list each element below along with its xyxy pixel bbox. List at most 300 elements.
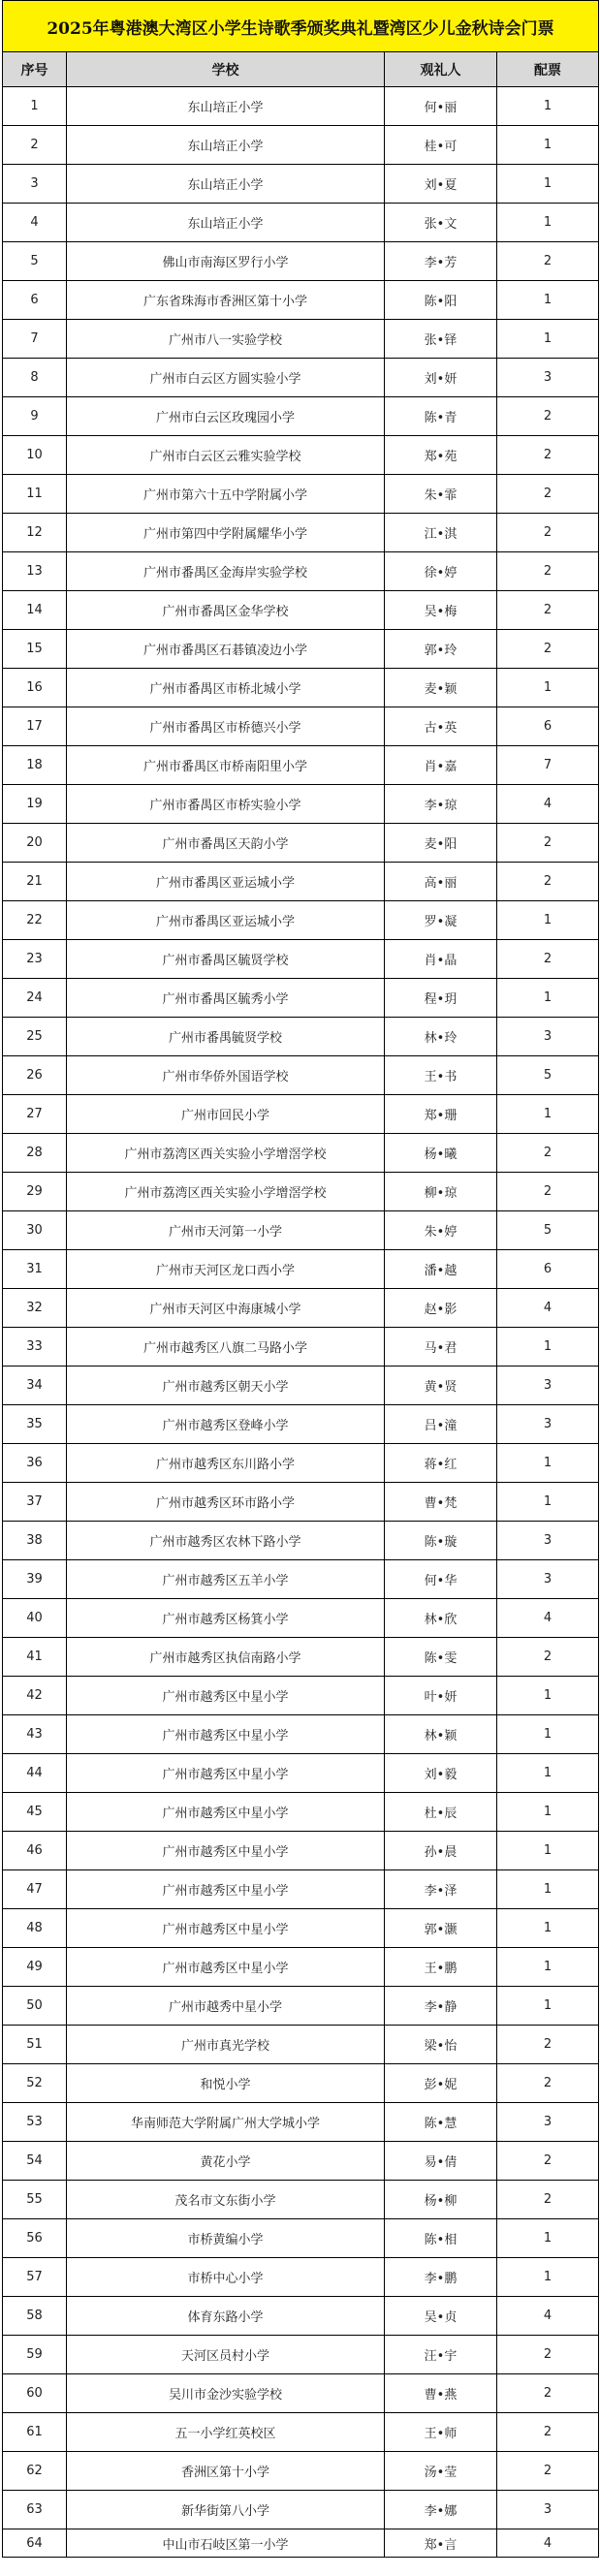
cell-tickets: 1 (497, 1793, 599, 1832)
cell-tickets: 2 (497, 2026, 599, 2064)
cell-tickets: 2 (497, 242, 599, 281)
cell-index: 18 (3, 746, 67, 785)
cell-school: 广州市八一实验学校 (67, 320, 385, 359)
cell-index: 48 (3, 1909, 67, 1948)
cell-school: 广州市白云区云雅实验学校 (67, 436, 385, 475)
cell-attendee: 张•文 (385, 204, 497, 242)
cell-attendee: 朱•婷 (385, 1211, 497, 1250)
cell-attendee: 李•芳 (385, 242, 497, 281)
table-row (3, 863, 599, 901)
cell-index: 40 (3, 1599, 67, 1638)
cell-school: 吴川市金沙实验学校 (67, 2374, 385, 2413)
table-row (3, 1715, 599, 1754)
cell-attendee: 陈•雯 (385, 1638, 497, 1677)
cell-index: 20 (3, 824, 67, 863)
cell-index: 61 (3, 2413, 67, 2452)
cell-school: 广州市番禺区石碁镇凌边小学 (67, 630, 385, 669)
cell-school: 华南师范大学附属广州大学城小学 (67, 2103, 385, 2142)
cell-index: 30 (3, 1211, 67, 1250)
cell-index: 36 (3, 1444, 67, 1483)
cell-attendee: 李•琼 (385, 785, 497, 824)
cell-tickets: 3 (497, 1405, 599, 1444)
cell-index: 33 (3, 1328, 67, 1367)
cell-index: 2 (3, 126, 67, 165)
cell-tickets: 4 (497, 1289, 599, 1328)
cell-attendee: 朱•霏 (385, 475, 497, 514)
cell-school: 广州市第六十五中学附属小学 (67, 475, 385, 514)
cell-tickets: 3 (497, 359, 599, 397)
cell-school: 和悦小学 (67, 2064, 385, 2103)
cell-index: 25 (3, 1018, 67, 1056)
cell-tickets: 1 (497, 320, 599, 359)
header-row (3, 52, 599, 87)
cell-school: 体育东路小学 (67, 2297, 385, 2336)
cell-tickets: 1 (497, 204, 599, 242)
cell-tickets: 2 (497, 2064, 599, 2103)
cell-tickets: 2 (497, 2142, 599, 2181)
cell-index: 45 (3, 1793, 67, 1832)
cell-index: 51 (3, 2026, 67, 2064)
cell-index: 57 (3, 2258, 67, 2297)
cell-school: 东山培正小学 (67, 204, 385, 242)
cell-index: 64 (3, 2529, 67, 2558)
cell-school: 香洲区第十小学 (67, 2452, 385, 2491)
cell-tickets: 2 (497, 863, 599, 901)
cell-attendee: 叶•妍 (385, 1677, 497, 1715)
cell-attendee: 汪•宇 (385, 2336, 497, 2374)
cell-school: 东山培正小学 (67, 126, 385, 165)
cell-index: 21 (3, 863, 67, 901)
cell-index: 15 (3, 630, 67, 669)
table-title: 2025年粤港澳大湾区小学生诗歌季颁奖典礼暨湾区少儿金秋诗会门票 (3, 1, 599, 52)
cell-index: 35 (3, 1405, 67, 1444)
cell-attendee: 王•鹏 (385, 1948, 497, 1987)
table-row (3, 2491, 599, 2529)
cell-index: 16 (3, 669, 67, 707)
cell-tickets: 6 (497, 707, 599, 746)
cell-attendee: 马•君 (385, 1328, 497, 1367)
cell-tickets: 1 (497, 2219, 599, 2258)
table-row (3, 1173, 599, 1211)
table-row (3, 1987, 599, 2026)
cell-attendee: 彭•妮 (385, 2064, 497, 2103)
cell-tickets: 1 (497, 979, 599, 1018)
table-row (3, 242, 599, 281)
cell-attendee: 王•书 (385, 1056, 497, 1095)
cell-attendee: 刘•毅 (385, 1754, 497, 1793)
cell-attendee: 江•淇 (385, 514, 497, 552)
cell-tickets: 1 (497, 2258, 599, 2297)
cell-school: 佛山市南海区罗行小学 (67, 242, 385, 281)
cell-school: 广州市越秀区中星小学 (67, 1870, 385, 1909)
table-row (3, 1211, 599, 1250)
cell-school: 广州市番禺区市桥德兴小学 (67, 707, 385, 746)
cell-attendee: 黄•贤 (385, 1367, 497, 1405)
table-row (3, 2219, 599, 2258)
table-row (3, 475, 599, 514)
cell-school: 市桥黄编小学 (67, 2219, 385, 2258)
cell-school: 广州市越秀区东川路小学 (67, 1444, 385, 1483)
cell-tickets: 2 (497, 1173, 599, 1211)
cell-tickets: 2 (497, 397, 599, 436)
cell-tickets: 2 (497, 436, 599, 475)
cell-school: 广州市番禺区金海岸实验学校 (67, 552, 385, 591)
cell-index: 42 (3, 1677, 67, 1715)
cell-attendee: 肖•晶 (385, 940, 497, 979)
cell-attendee: 陈•青 (385, 397, 497, 436)
cell-school: 广州市番禺区天韵小学 (67, 824, 385, 863)
cell-tickets: 7 (497, 746, 599, 785)
cell-school: 广州市番禺区市桥南阳里小学 (67, 746, 385, 785)
cell-tickets: 2 (497, 2336, 599, 2374)
cell-index: 7 (3, 320, 67, 359)
cell-school: 广州市越秀区中星小学 (67, 1677, 385, 1715)
cell-index: 43 (3, 1715, 67, 1754)
table-row (3, 126, 599, 165)
cell-index: 8 (3, 359, 67, 397)
cell-index: 31 (3, 1250, 67, 1289)
cell-attendee: 何•华 (385, 1560, 497, 1599)
cell-index: 46 (3, 1832, 67, 1870)
cell-school: 广州市番禺毓贤学校 (67, 1018, 385, 1056)
cell-index: 52 (3, 2064, 67, 2103)
table-row (3, 1638, 599, 1677)
cell-attendee: 林•颖 (385, 1715, 497, 1754)
cell-school: 广州市回民小学 (67, 1095, 385, 1134)
cell-school: 广州市番禺区毓秀小学 (67, 979, 385, 1018)
header-school: 学校 (67, 52, 385, 87)
cell-school: 市桥中心小学 (67, 2258, 385, 2297)
cell-attendee: 张•铎 (385, 320, 497, 359)
cell-attendee: 李•鹏 (385, 2258, 497, 2297)
table-row (3, 2103, 599, 2142)
cell-school: 广东省珠海市香洲区第十小学 (67, 281, 385, 320)
cell-attendee: 杨•柳 (385, 2181, 497, 2219)
cell-tickets: 1 (497, 1832, 599, 1870)
cell-tickets: 1 (497, 165, 599, 204)
cell-tickets: 2 (497, 2374, 599, 2413)
cell-attendee: 郑•珊 (385, 1095, 497, 1134)
cell-tickets: 1 (497, 1909, 599, 1948)
table-row (3, 1095, 599, 1134)
cell-attendee: 曹•燕 (385, 2374, 497, 2413)
cell-index: 50 (3, 1987, 67, 2026)
cell-school: 黄花小学 (67, 2142, 385, 2181)
table-row (3, 2529, 599, 2558)
cell-tickets: 1 (497, 1677, 599, 1715)
table-row (3, 785, 599, 824)
cell-tickets: 1 (497, 1715, 599, 1754)
cell-index: 24 (3, 979, 67, 1018)
cell-attendee: 吕•潼 (385, 1405, 497, 1444)
table-row (3, 1599, 599, 1638)
cell-tickets: 3 (497, 1522, 599, 1560)
cell-school: 广州市番禺区亚运城小学 (67, 863, 385, 901)
cell-tickets: 2 (497, 552, 599, 591)
cell-school: 广州市越秀区中星小学 (67, 1832, 385, 1870)
cell-attendee: 蒋•红 (385, 1444, 497, 1483)
table-row (3, 552, 599, 591)
cell-school: 广州市越秀区五羊小学 (67, 1560, 385, 1599)
table-row (3, 1677, 599, 1715)
cell-tickets: 3 (497, 1367, 599, 1405)
cell-attendee: 陈•慧 (385, 2103, 497, 2142)
cell-tickets: 3 (497, 1560, 599, 1599)
cell-index: 63 (3, 2491, 67, 2529)
table-row (3, 1444, 599, 1483)
cell-school: 广州市番禺区市桥北城小学 (67, 669, 385, 707)
cell-attendee: 罗•凝 (385, 901, 497, 940)
table-row (3, 824, 599, 863)
cell-attendee: 汤•莹 (385, 2452, 497, 2491)
cell-index: 3 (3, 165, 67, 204)
cell-school: 广州市天河区龙口西小学 (67, 1250, 385, 1289)
cell-index: 41 (3, 1638, 67, 1677)
cell-attendee: 陈•璇 (385, 1522, 497, 1560)
header-tickets: 配票 (497, 52, 599, 87)
cell-tickets: 2 (497, 630, 599, 669)
table-row (3, 436, 599, 475)
cell-tickets: 2 (497, 940, 599, 979)
cell-school: 广州市越秀区八旗二马路小学 (67, 1328, 385, 1367)
cell-tickets: 1 (497, 1987, 599, 2026)
cell-attendee: 杜•辰 (385, 1793, 497, 1832)
cell-tickets: 1 (497, 1328, 599, 1367)
cell-attendee: 古•英 (385, 707, 497, 746)
cell-index: 10 (3, 436, 67, 475)
cell-attendee: 桂•可 (385, 126, 497, 165)
table-row (3, 979, 599, 1018)
cell-tickets: 4 (497, 1599, 599, 1638)
cell-school: 中山市石岐区第一小学 (67, 2529, 385, 2558)
cell-index: 34 (3, 1367, 67, 1405)
title-row (3, 1, 599, 52)
table-row (3, 281, 599, 320)
table-row (3, 1405, 599, 1444)
table-row (3, 1522, 599, 1560)
cell-attendee: 陈•阳 (385, 281, 497, 320)
cell-attendee: 徐•婷 (385, 552, 497, 591)
cell-school: 广州市荔湾区西关实验小学增滘学校 (67, 1134, 385, 1173)
table-row (3, 2374, 599, 2413)
cell-tickets: 1 (497, 1444, 599, 1483)
cell-index: 22 (3, 901, 67, 940)
cell-index: 56 (3, 2219, 67, 2258)
cell-school: 广州市番禺区市桥实验小学 (67, 785, 385, 824)
cell-tickets: 2 (497, 2181, 599, 2219)
table-row (3, 940, 599, 979)
table-row (3, 1289, 599, 1328)
cell-index: 19 (3, 785, 67, 824)
cell-school: 广州市越秀区登峰小学 (67, 1405, 385, 1444)
table-row (3, 2413, 599, 2452)
cell-tickets: 1 (497, 87, 599, 126)
ticket-table (2, 0, 599, 2558)
table-row (3, 2142, 599, 2181)
cell-index: 54 (3, 2142, 67, 2181)
cell-index: 28 (3, 1134, 67, 1173)
cell-attendee: 程•玥 (385, 979, 497, 1018)
cell-school: 广州市番禺区金华学校 (67, 591, 385, 630)
cell-attendee: 何•丽 (385, 87, 497, 126)
cell-tickets: 1 (497, 1095, 599, 1134)
cell-attendee: 潘•越 (385, 1250, 497, 1289)
cell-attendee: 杨•曦 (385, 1134, 497, 1173)
cell-tickets: 2 (497, 824, 599, 863)
cell-tickets: 5 (497, 1211, 599, 1250)
cell-tickets: 1 (497, 901, 599, 940)
table-row (3, 397, 599, 436)
cell-tickets: 2 (497, 1134, 599, 1173)
cell-index: 23 (3, 940, 67, 979)
table-row (3, 514, 599, 552)
cell-school: 广州市白云区玫瑰园小学 (67, 397, 385, 436)
cell-attendee: 李•娜 (385, 2491, 497, 2529)
cell-attendee: 林•欣 (385, 1599, 497, 1638)
cell-school: 广州市越秀区中星小学 (67, 1754, 385, 1793)
cell-index: 29 (3, 1173, 67, 1211)
cell-tickets: 4 (497, 2297, 599, 2336)
table-row (3, 2452, 599, 2491)
cell-school: 广州市真光学校 (67, 2026, 385, 2064)
cell-school: 广州市荔湾区西关实验小学增滘学校 (67, 1173, 385, 1211)
table-row (3, 1483, 599, 1522)
table-row (3, 359, 599, 397)
cell-attendee: 梁•怡 (385, 2026, 497, 2064)
table-row (3, 2258, 599, 2297)
table-row (3, 1870, 599, 1909)
table-row (3, 1560, 599, 1599)
cell-index: 13 (3, 552, 67, 591)
cell-school: 广州市天河区中海康城小学 (67, 1289, 385, 1328)
table-row (3, 1909, 599, 1948)
cell-tickets: 1 (497, 1754, 599, 1793)
cell-index: 38 (3, 1522, 67, 1560)
cell-attendee: 孙•晨 (385, 1832, 497, 1870)
cell-index: 39 (3, 1560, 67, 1599)
cell-index: 47 (3, 1870, 67, 1909)
cell-index: 27 (3, 1095, 67, 1134)
cell-attendee: 刘•夏 (385, 165, 497, 204)
cell-tickets: 3 (497, 2491, 599, 2529)
cell-tickets: 2 (497, 591, 599, 630)
cell-index: 53 (3, 2103, 67, 2142)
cell-tickets: 2 (497, 1638, 599, 1677)
cell-school: 广州市天河第一小学 (67, 1211, 385, 1250)
cell-attendee: 柳•琼 (385, 1173, 497, 1211)
table-row (3, 707, 599, 746)
cell-school: 广州市越秀区环市路小学 (67, 1483, 385, 1522)
cell-school: 广州市越秀中星小学 (67, 1987, 385, 2026)
cell-attendee: 郑•苑 (385, 436, 497, 475)
cell-attendee: 林•玲 (385, 1018, 497, 1056)
cell-school: 新华街第八小学 (67, 2491, 385, 2529)
table-row (3, 2064, 599, 2103)
table-row (3, 669, 599, 707)
cell-school: 广州市越秀区执信南路小学 (67, 1638, 385, 1677)
cell-index: 6 (3, 281, 67, 320)
cell-index: 14 (3, 591, 67, 630)
cell-index: 44 (3, 1754, 67, 1793)
cell-attendee: 吴•梅 (385, 591, 497, 630)
cell-school: 天河区员村小学 (67, 2336, 385, 2374)
cell-tickets: 2 (497, 2413, 599, 2452)
table-row (3, 2336, 599, 2374)
cell-index: 17 (3, 707, 67, 746)
cell-school: 广州市越秀区中星小学 (67, 1715, 385, 1754)
cell-tickets: 4 (497, 2529, 599, 2558)
table-row (3, 1056, 599, 1095)
table-row (3, 1793, 599, 1832)
cell-index: 49 (3, 1948, 67, 1987)
cell-tickets: 1 (497, 1948, 599, 1987)
cell-school: 广州市第四中学附属耀华小学 (67, 514, 385, 552)
cell-index: 60 (3, 2374, 67, 2413)
cell-index: 26 (3, 1056, 67, 1095)
cell-attendee: 肖•嘉 (385, 746, 497, 785)
cell-index: 32 (3, 1289, 67, 1328)
table-row (3, 165, 599, 204)
cell-attendee: 王•师 (385, 2413, 497, 2452)
cell-index: 4 (3, 204, 67, 242)
cell-school: 广州市越秀区中星小学 (67, 1909, 385, 1948)
cell-tickets: 3 (497, 2103, 599, 2142)
table-row (3, 1754, 599, 1793)
cell-attendee: 易•倩 (385, 2142, 497, 2181)
cell-school: 广州市越秀区朝天小学 (67, 1367, 385, 1405)
cell-index: 12 (3, 514, 67, 552)
cell-attendee: 麦•颖 (385, 669, 497, 707)
table-row (3, 746, 599, 785)
table-row (3, 630, 599, 669)
table-row (3, 901, 599, 940)
cell-index: 37 (3, 1483, 67, 1522)
cell-attendee: 刘•妍 (385, 359, 497, 397)
cell-tickets: 4 (497, 785, 599, 824)
table-row (3, 87, 599, 126)
cell-school: 广州市华侨外国语学校 (67, 1056, 385, 1095)
cell-tickets: 5 (497, 1056, 599, 1095)
cell-school: 广州市番禺区毓贤学校 (67, 940, 385, 979)
cell-tickets: 1 (497, 669, 599, 707)
cell-attendee: 李•泽 (385, 1870, 497, 1909)
table-row (3, 1367, 599, 1405)
cell-tickets: 2 (497, 475, 599, 514)
cell-tickets: 1 (497, 126, 599, 165)
header-index: 序号 (3, 52, 67, 87)
cell-school: 东山培正小学 (67, 87, 385, 126)
table-row (3, 1134, 599, 1173)
cell-school: 东山培正小学 (67, 165, 385, 204)
table-row (3, 2026, 599, 2064)
cell-attendee: 陈•相 (385, 2219, 497, 2258)
table-row (3, 1832, 599, 1870)
cell-attendee: 吴•贞 (385, 2297, 497, 2336)
header-attendee: 观礼人 (385, 52, 497, 87)
cell-tickets: 6 (497, 1250, 599, 1289)
cell-tickets: 1 (497, 1870, 599, 1909)
cell-school: 广州市越秀区中星小学 (67, 1793, 385, 1832)
cell-attendee: 李•静 (385, 1987, 497, 2026)
cell-school: 广州市越秀区农林下路小学 (67, 1522, 385, 1560)
ticket-table-body (3, 1, 599, 2558)
cell-attendee: 高•丽 (385, 863, 497, 901)
cell-index: 5 (3, 242, 67, 281)
cell-attendee: 曹•梵 (385, 1483, 497, 1522)
cell-attendee: 赵•影 (385, 1289, 497, 1328)
cell-school: 茂名市文东街小学 (67, 2181, 385, 2219)
cell-index: 58 (3, 2297, 67, 2336)
